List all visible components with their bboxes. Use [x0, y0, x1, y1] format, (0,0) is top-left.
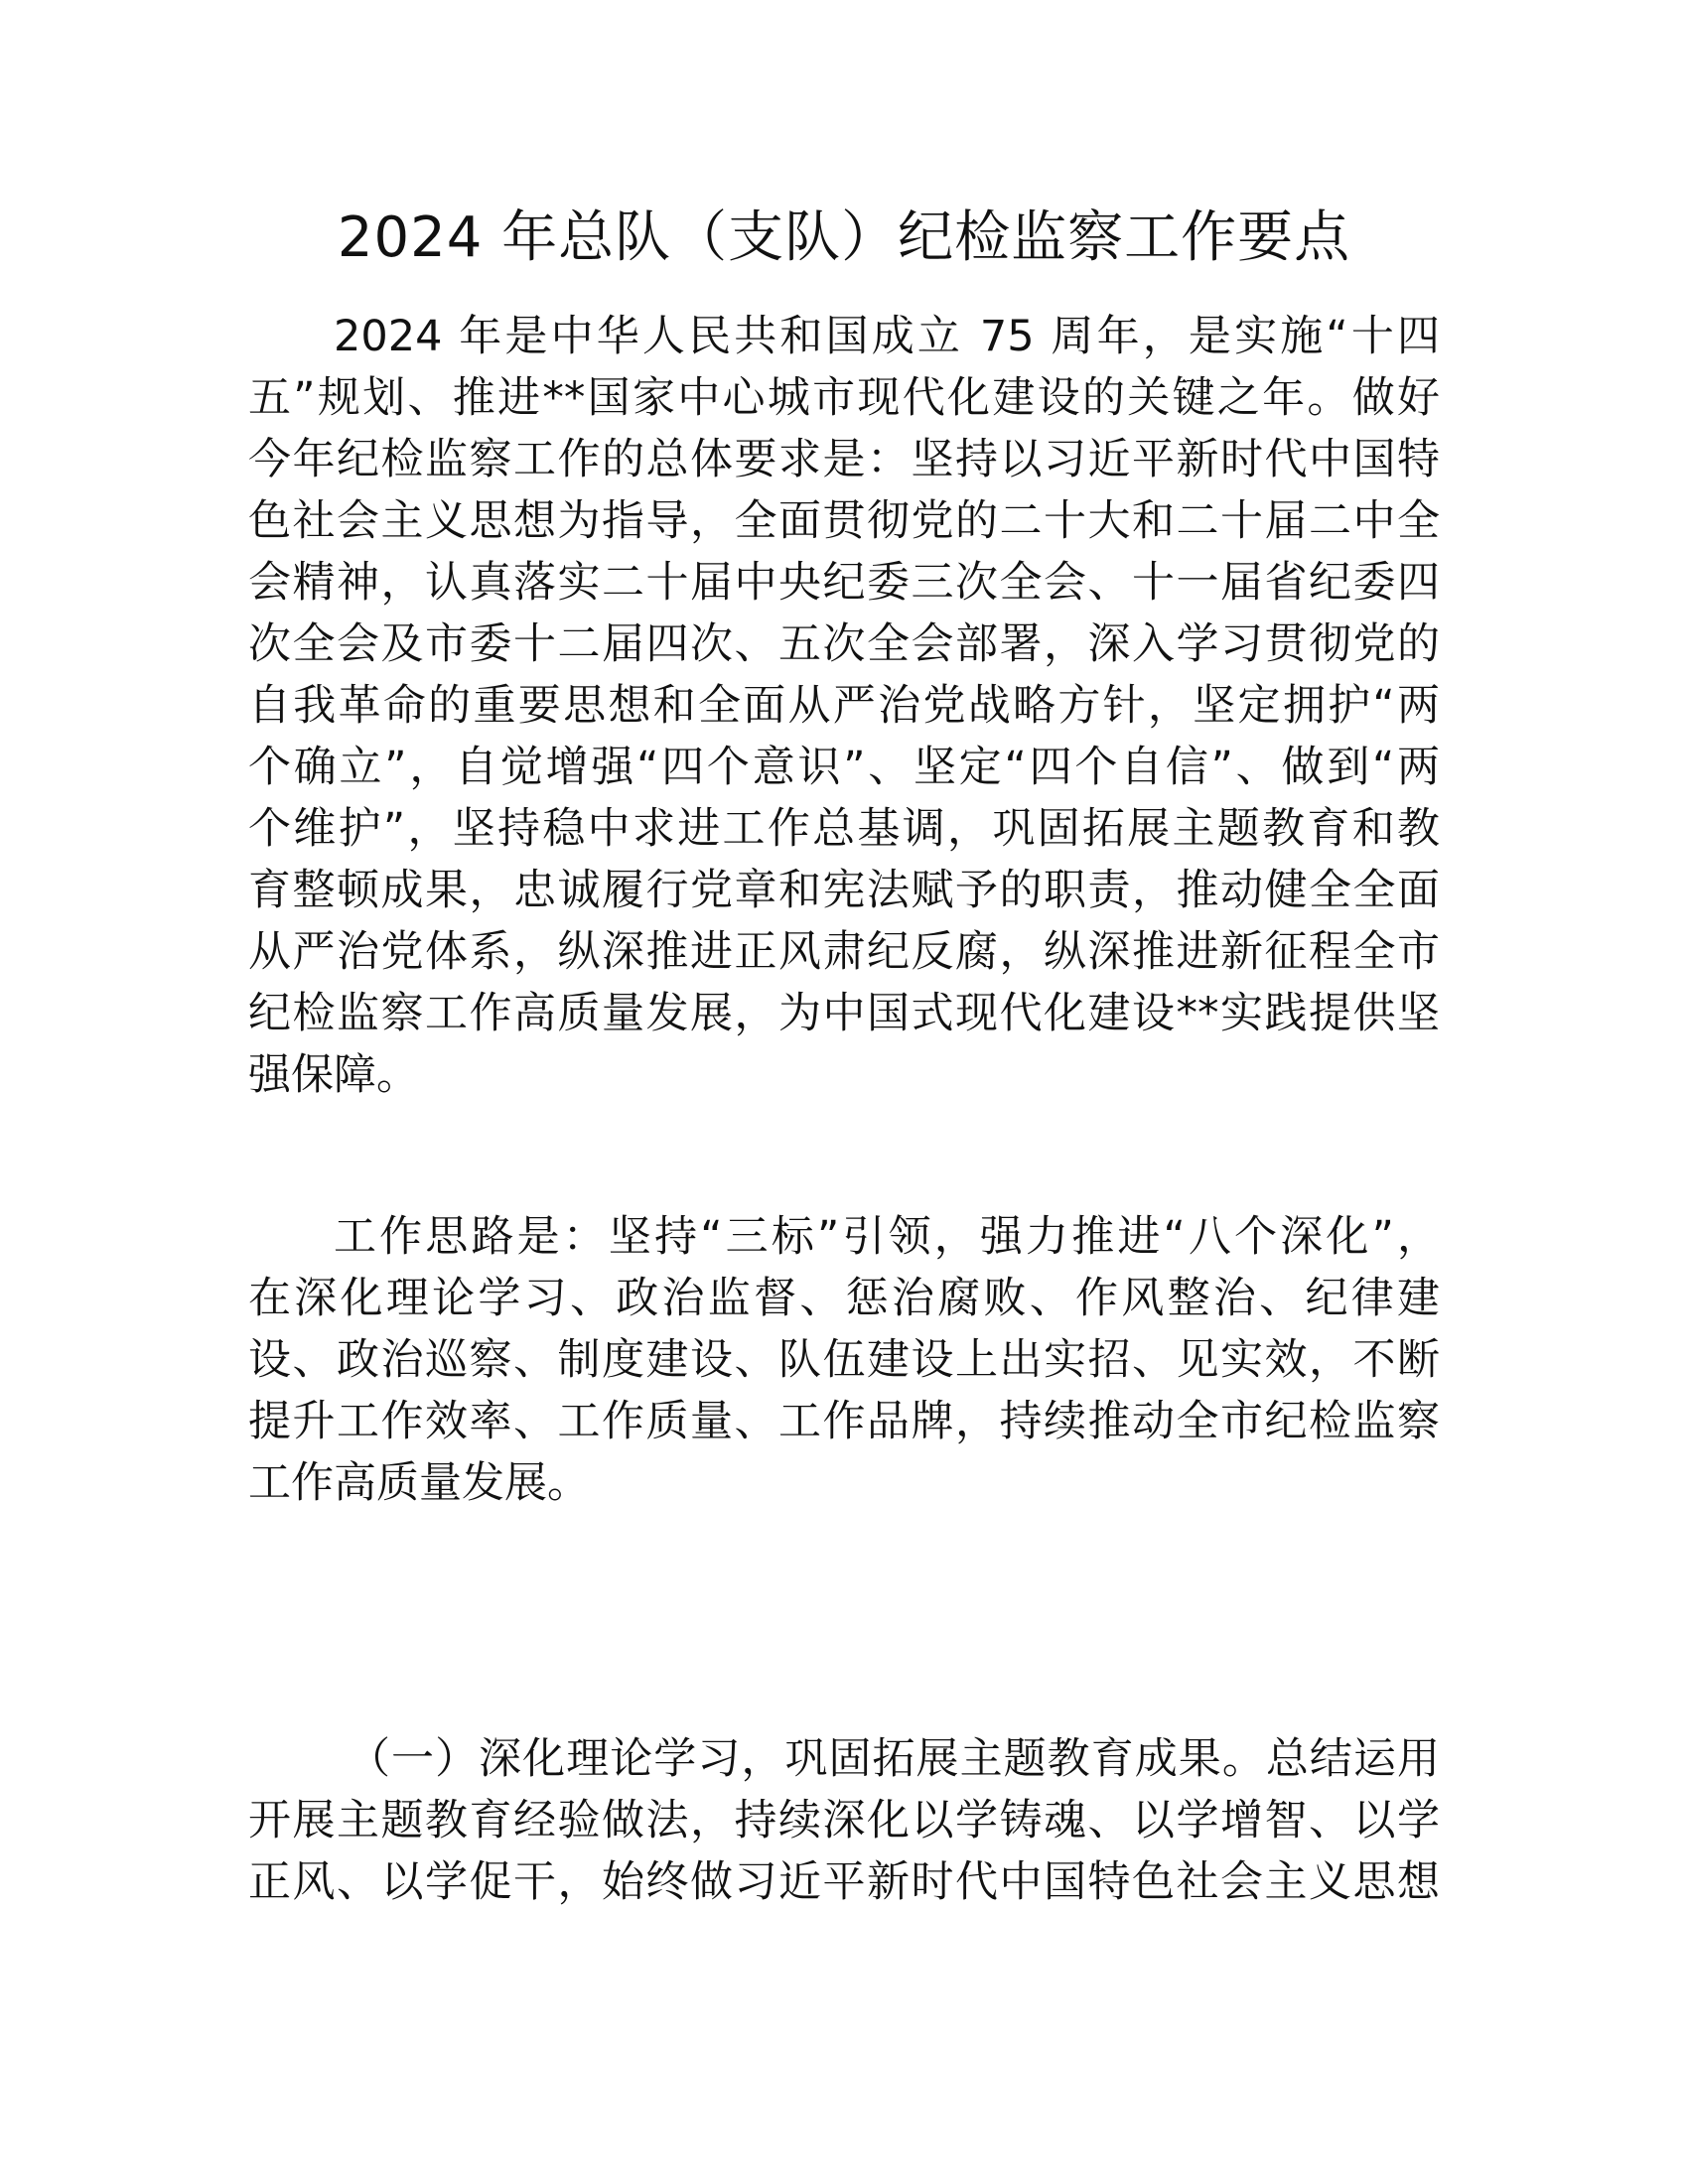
text-line: 提升工作效率、工作质量、工作品牌，持续推动全市纪检监察 [248, 1397, 1440, 1446]
paragraph-approach [248, 1206, 1440, 1514]
text-line: 五”规划、推进**国家中心城市现代化建设的关键之年。做好 [248, 373, 1440, 423]
text-line: 育整顿成果，忠诚履行党章和宪法赋予的职责，推动健全全面 [248, 866, 1440, 915]
text-line: 今年纪检监察工作的总体要求是：坚持以习近平新时代中国特 [248, 435, 1440, 484]
paragraph-section-1 [248, 1728, 1440, 1913]
text-line: 次全会及市委十二届四次、五次全会部署，深入学习贯彻党的 [248, 619, 1440, 669]
document-title: 2024 年总队（支队）纪检监察工作要点 [337, 205, 1351, 270]
text-line: 个确立”，自觉增强“四个意识”、坚定“四个自信”、做到“两 [248, 743, 1440, 792]
text-line: 纪检监察工作高质量发展，为中国式现代化建设**实践提供坚 [248, 989, 1440, 1038]
paragraph-intro [248, 306, 1440, 1106]
text-line: 设、政治巡察、制度建设、队伍建设上出实招、见实效，不断 [248, 1335, 1440, 1385]
text-line: 工作思路是：坚持“三标”引领，强力推进“八个深化”， [334, 1212, 1440, 1262]
text-line: 强保障。 [248, 1050, 419, 1100]
text-line: 色社会主义思想为指导，全面贯彻党的二十大和二十届二中全 [248, 496, 1440, 546]
text-line: 2024 年是中华人民共和国成立 75 周年，是实施“十四 [334, 312, 1440, 361]
text-line: 从严治党体系，纵深推进正风肃纪反腐，纵深推进新征程全市 [248, 927, 1440, 977]
text-line: 自我革命的重要思想和全面从严治党战略方针，坚定拥护“两 [248, 681, 1440, 731]
text-line: （一）深化理论学习，巩固拓展主题教育成果。总结运用 [348, 1734, 1440, 1784]
text-line: 工作高质量发展。 [248, 1458, 590, 1508]
text-line: 个维护”，坚持稳中求进工作总基调，巩固拓展主题教育和教 [248, 804, 1440, 854]
text-line: 开展主题教育经验做法，持续深化以学铸魂、以学增智、以学 [248, 1796, 1440, 1845]
text-line: 会精神，认真落实二十届中央纪委三次全会、十一届省纪委四 [248, 558, 1440, 608]
text-line: 在深化理论学习、政治监督、惩治腐败、作风整治、纪律建 [248, 1274, 1440, 1323]
text-line: 正风、以学促干，始终做习近平新时代中国特色社会主义思想 [248, 1857, 1440, 1907]
